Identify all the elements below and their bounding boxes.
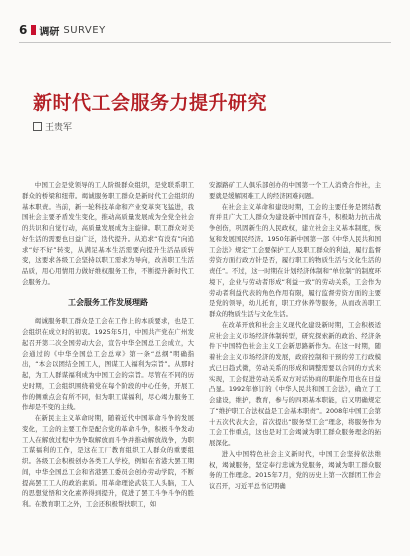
running-header bbox=[19, 22, 106, 38]
paragraph: 竭诚服务职工群众是工会在工作上的本质要求，也是工会组织在成立时的初衷。1925年5月，中国共产党在广州发起召开第二次全国劳动大会，宣告中华全国总工会成立，大会通过的《中华全国总工会总章》第一条“总纲”明确指出，“本会以团结全国工人，图谋工人福利为宗旨”。从那时起，为工人群谋福利成为中国工会的宗旨。尽管在不同的历史时期，工会组织围绕着党在每个阶段的中心任务，开展工作的侧重点会有所不同，但为职工谋福利，尽心竭力服务工作却是不变的主线。 bbox=[22, 317, 194, 412]
author-box-icon bbox=[33, 122, 42, 131]
section-marker-bar bbox=[31, 25, 36, 35]
section-label-en: SURVEY bbox=[63, 24, 106, 36]
paragraph: 在社会主义革命和建设时期，工会的主要任务是团结教育并且广大工人群众为建设新中国而奋斗，积极助力抗击战争创伤，巩固新生的人民政权，建立社会主义基本制度，恢复和发展国民经济。1950年新中国第一部《中华人民共和国工会法》规定“工会要保护工人及职工群众的利益，履行监督劳资方面行政方针是否，履行职工的物质生活与文化生活的责任”。不过，这一时期在计划经济体制和“单位制”的制度环境下，企业与劳动者形成“利益一致”的劳动关系，工会作为劳动者利益代表的角色作用有限，履行监督劳资方面的主要是党的领导，幼儿托育，职工疗休养等服务，从而改善职工群众的物质生活与文化生活。 bbox=[209, 202, 381, 318]
paragraph: 安源路矿工人俱乐部创办的中国第一个工人消费合作社，主要就是缓解困难工人的经济困难问题。 bbox=[209, 181, 381, 200]
paragraph: 进入中国特色社会主义新时代，中国工会坚持依法维权，竭诚服务，坚定奉行忠诚为党服务，竭诚为职工群众服务的工作理念。2015年7月，党的历史上第一次群团工作会议召开，习近平总书记明确 bbox=[209, 449, 381, 490]
header-divider bbox=[19, 42, 391, 43]
author-name: 王贵军 bbox=[45, 123, 73, 133]
paragraph: 在新民主主义革命时期，随着近代中国革命斗争的发展变化，工会的主要工作是配合党的革命斗争，积极斗争发动工人在解放过程中为争取解放而斗争并推动解放战争，为职工谋福利的工作，是这在工厂教育组织工人群众的重要组织。各级工会积极创办各类工人学校，例如在省港大罢工期间，中华全国总工会和省港罢工委员会创办劳动学院，不断提高罢工工人的政治素质。用革命理论武装工人头脑，工人的思想觉悟和文化素养得到提升，促进了罢工斗争斗争的胜利。在教育职工之外，工会还积极帮扶职工，如 bbox=[22, 414, 194, 508]
paragraph: 中国工会是党领导的工人阶级群众组织，是党联系职工群众的桥梁和纽带。竭诚服务职工群众是新时代工会组织的基本职责。当前，新一轮科技革命和产业变革突飞猛进，我国社会主要矛盾发生变化，推动高质量发展成为全党全社会的共识和自觉行动，高质量发展成为主旋律。职工群众对美好生活的需要也日益广泛，迭代提升。从追求“有没有”向追求“好不好”转变，从满足基本生活需要向提升生活品质转变，这要求各级工会坚持以职工需求为导向，改善职工生活品质，用心用情用力做好维权服务工作，不断提升新时代工会服务力。 bbox=[22, 181, 194, 286]
right-column bbox=[209, 180, 381, 492]
author-line bbox=[33, 120, 72, 133]
page-number: 6 bbox=[19, 23, 28, 37]
section-heading: 工会服务工作发展理路 bbox=[68, 297, 148, 307]
section-label-cn: 调研 bbox=[39, 26, 60, 38]
left-column bbox=[22, 180, 194, 510]
paragraph: 在改革开放和社会主义现代化建设新时期，工会积极适应社会主义市场经济体制转型，研究探索新的政治、经济条件下中国特色社会主义工会新思路新作为。在这一时期，随着社会主义市场经济的发展，政府控制和干预的劳工行政模式已日趋式微，劳动关系的形成和调整需要以合同的方式来实现，工会促进劳动关系双方对话协商的职能作用也在日益凸显。1992年修订的《中华人民共和国工会法》，确立了工会建设，维护，教育，参与的四项基本职能，启又明确规定了“维护职工合法权益是工会基本职责”。2008年中国工会第十五次代表大会，首次提出“服务型工会”理念，将服务作为工会工作重点，这也是对工会竭诚为职工群众服务理念的拓展深化。 bbox=[209, 320, 381, 447]
article-title: 新时代工会服务力提升研究 bbox=[33, 92, 268, 114]
